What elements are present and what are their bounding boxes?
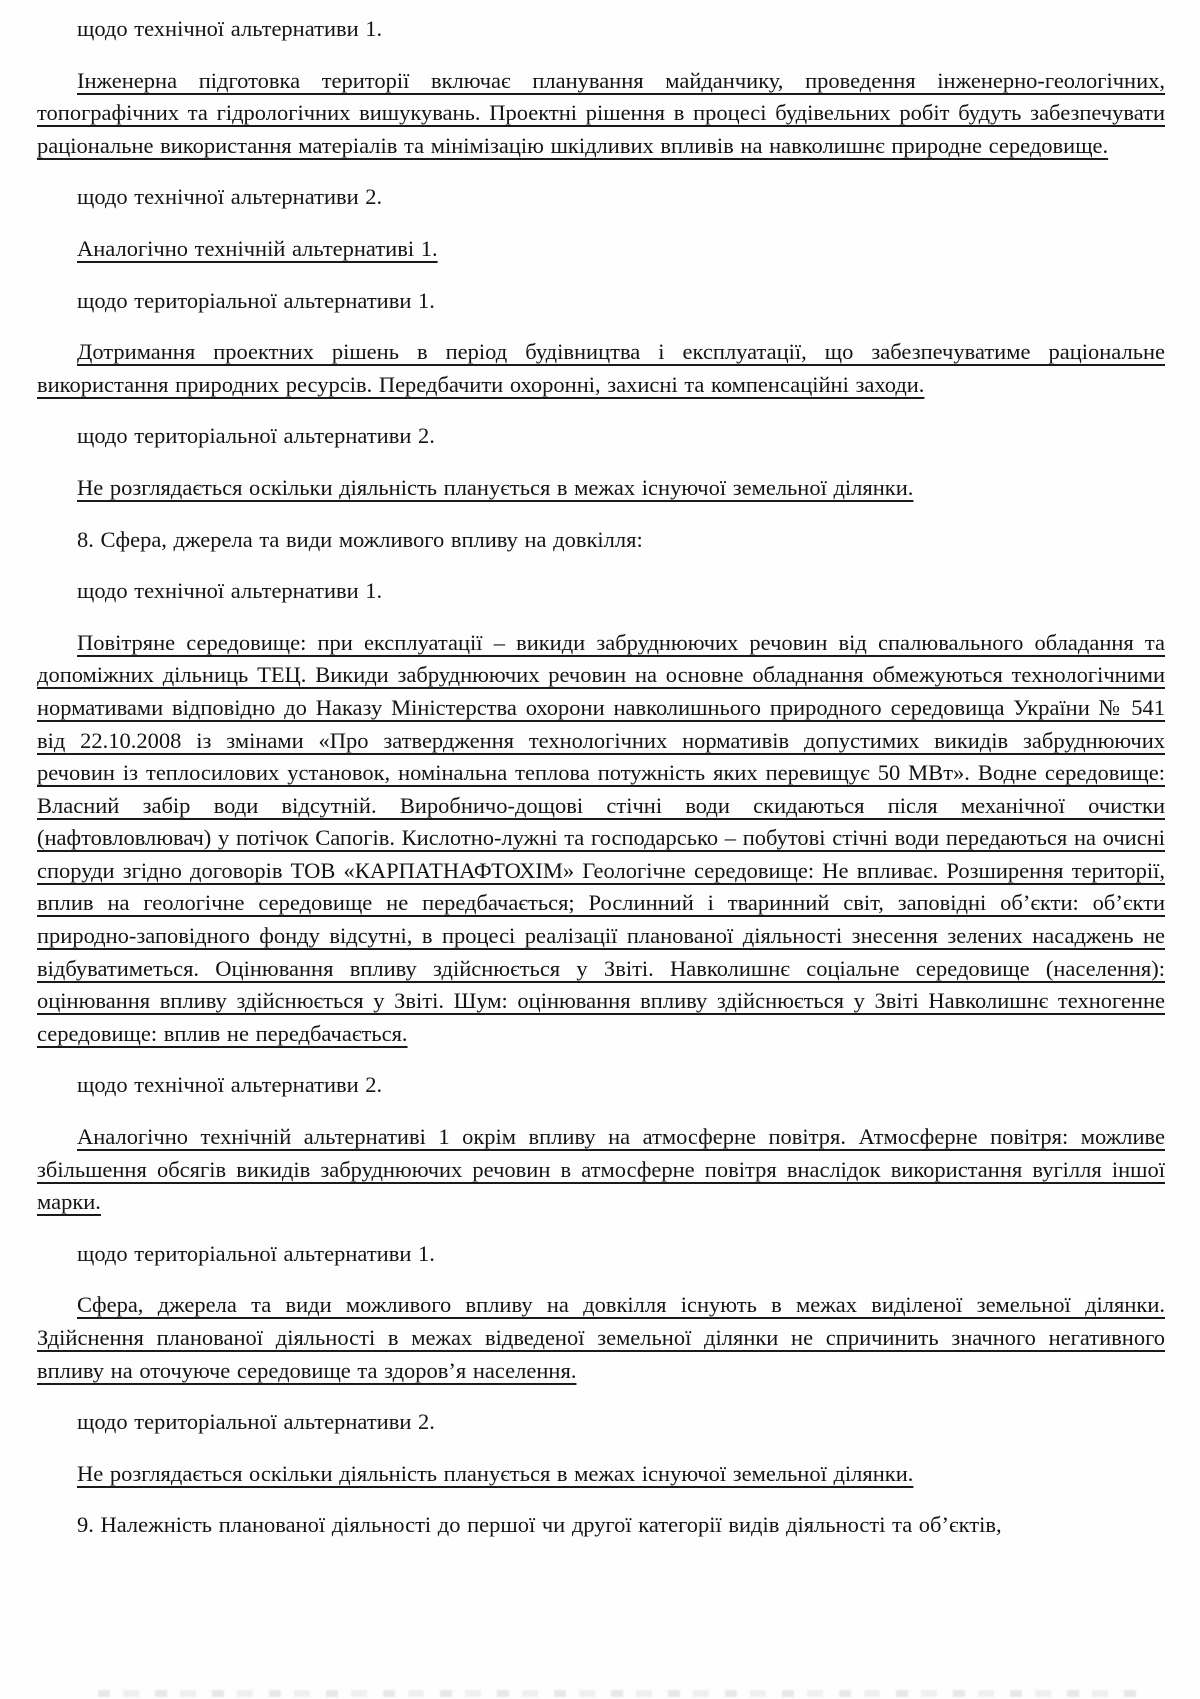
- paragraph-tech-alt-1-label-a: щодо технічної альтернативи 1.: [77, 16, 383, 41]
- paragraph-tech-alt-1-label-b: щодо технічної альтернативи 1.: [77, 578, 383, 604]
- paragraph-tech-alt-2-label-a: щодо технічної альтернативи 2.: [77, 184, 383, 210]
- paragraph-terr-alt-2-label-b: щодо територіальної альтернативи 2.: [77, 1409, 435, 1435]
- paragraph-tech-alt-2-label-b: щодо технічної альтернативи 2.: [77, 1072, 383, 1098]
- cutoff-next-line-artifact: [98, 1690, 1138, 1697]
- paragraph-text: Аналогічно технічній альтернативі 1 окрім впливу на атмосферне повітря. Атмосферне повітря: можливе збільшення обсягів викидів забруднюючих речовин в атмосферне повітря внаслідок використання вугілля іншої марки.: [37, 1124, 1165, 1215]
- paragraph-tech-alt-2-answer-b: [37, 1121, 1165, 1219]
- paragraph-text: Повітряне середовище: при експлуатації – викиди забруднюючих речовин від спалювального обладання та допоміжних дільниць ТЕЦ. Викиди забруднюючих речовин на основне обладнання обмежуються технологічними нормативами відповідно до Наказу Міністерства охорони навколишнього природного середовища України № 541 від 22.10.2008 із змінами «Про затвердження технологічних нормативів допустимих викидів забруднюючих речовин із теплосилових установок, номінальна теплова потужність яких перевищує 50 МВт». Водне середовище: Власний забір води відсутній. Виробничо-дощові стічні води скидаються після механічної очистки (нафтовловлювач) у потічок Сапогів. Кислотно-лужні та господарсько – побутові стічні води передаються на очисні споруди згідно договорів ТОВ «КАРПАТНАФТОХІМ» Геологічне середовище: Не впливає. Розширення території, вплив на геологічне середовище не передбачається; Рослинний і тваринний світ, заповідні об’єкти: об’єкти природно-заповідного фонду відсутні, в процесі реалізації планованої діяльності знесення зелених насаджень не відбуватиметься. Оцінювання впливу здійснюється у Звіті. Навколишнє соціальне середовище (населення): оцінювання впливу здійснюється у Звіті. Шум: оцінювання впливу здійснюється у Звіті Навколишнє техногенне середовище: вплив не передбачається.: [37, 629, 1165, 1046]
- paragraph-tech-alt-2-answer-a: [37, 233, 1165, 266]
- paragraph-text: Не розглядається оскільки діяльність планується в межах існуючої земельної ділянки.: [77, 474, 914, 500]
- paragraph-terr-alt-2-label-a: щодо територіальної альтернативи 2.: [77, 423, 435, 449]
- paragraph-text: Не розглядається оскільки діяльність планується в межах існуючої земельної ділянки.: [77, 1460, 914, 1486]
- paragraph-text: Інженерна підготовка території включає планування майданчику, проведення інженерно-геологічних, топографічних та гідрологічних вишукувань. Проектні рішення в процесі будівельних робіт будуть забезпечувати раціональне використання матеріалів та мінімізацію шкідливих впливів на навколишнє природне середовище.: [37, 67, 1165, 158]
- section-9-heading: 9. Належність планованої діяльності до першої чи другої категорії видів діяльності та об’єктів,: [77, 1512, 1002, 1538]
- paragraph-terr-alt-2-answer-a: [37, 472, 1165, 505]
- paragraph-terr-alt-1-answer-b: [37, 1289, 1165, 1387]
- paragraph-text: Аналогічно технічній альтернативі 1.: [77, 235, 438, 261]
- paragraph-text: Сфера, джерела та види можливого впливу на довкілля існують в межах виділеної земельної ділянки. Здійснення планованої діяльності в межах відведеної земельної ділянки не спричинить значного негативного впливу на оточуюче середовище та здоров’я населення.: [37, 1292, 1165, 1383]
- paragraph-tech-alt-1-answer-a: [37, 65, 1165, 163]
- section-8-heading: 8. Сфера, джерела та види можливого впливу на довкілля:: [77, 526, 643, 552]
- paragraph-tech-alt-1-answer-b: [37, 627, 1165, 1051]
- paragraph-terr-alt-1-answer-a: [37, 336, 1165, 401]
- paragraph-terr-alt-1-label-a: щодо територіальної альтернативи 1.: [77, 287, 435, 313]
- paragraph-terr-alt-2-answer-b: [37, 1458, 1165, 1491]
- paragraph-text: Дотримання проектних рішень в період будівництва і експлуатації, що забезпечуватиме раціональне використання природних ресурсів. Передбачити охоронні, захисні та компенсаційні заходи.: [37, 339, 1165, 397]
- paragraph-terr-alt-1-label-b: щодо територіальної альтернативи 1.: [77, 1240, 435, 1266]
